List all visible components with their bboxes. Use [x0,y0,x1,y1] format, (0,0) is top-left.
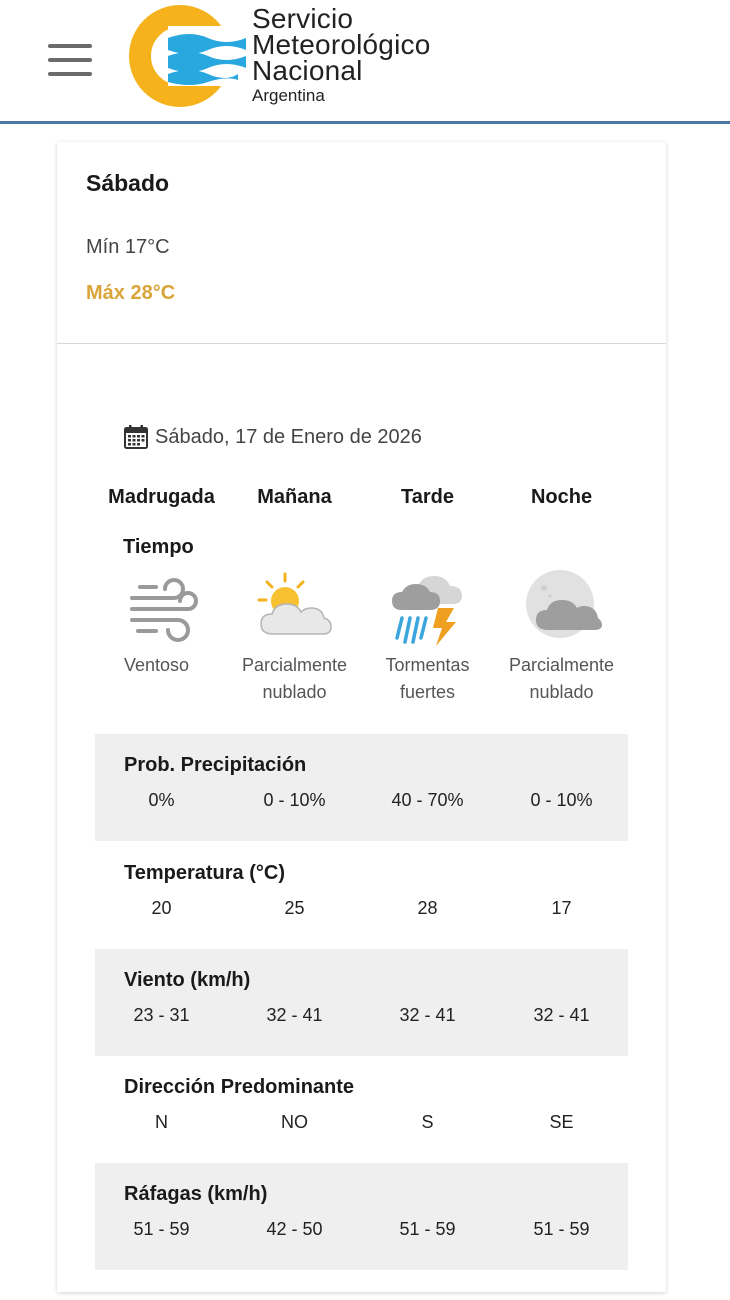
wind-label: Viento (km/h) [124,969,251,991]
weather-desc-line: Parcialmente [508,655,615,675]
precipitation-tarde: 40 - 70% [391,790,464,810]
max-temperature: Máx 28°C [86,282,176,304]
gusts-madrugada: 51 - 59 [133,1219,190,1239]
wind-direction-noche: SE [549,1112,574,1132]
precipitation-madrugada: 0% [148,790,175,810]
weather-desc-noche [495,652,628,706]
temperature-madrugada: 20 [151,898,172,918]
gusts-tarde: 51 - 59 [399,1219,456,1239]
wind-noche: 32 - 41 [533,1005,590,1025]
period-tarde: Tarde [401,486,454,508]
date-text: Sábado, 17 de Enero de 2026 [155,425,422,448]
wind-direction-tarde: S [421,1112,434,1132]
gusts-row [95,1163,628,1270]
gusts-manana: 42 - 50 [266,1219,323,1239]
temperature-noche: 17 [551,898,572,918]
wind-direction-manana: NO [281,1112,308,1132]
day-summary[interactable] [57,142,666,344]
min-temperature: Mín 17°C [86,236,170,258]
precipitation-row [95,734,628,841]
windy-icon [122,568,202,648]
temperature-manana: 25 [284,898,305,918]
day-title: Sábado [86,170,170,196]
weather-desc-tarde [361,652,494,706]
logo-line-2: Meteorológico [252,29,431,60]
weather-desc-line: Tormentas [385,655,470,675]
weather-desc-line: fuertes [399,682,456,702]
smn-logo[interactable] [128,4,468,108]
site-header [0,0,730,124]
weather-desc-line: nublado [262,682,327,702]
temperature-row [95,842,628,949]
logo-line-1: Servicio [252,3,354,34]
wind-tarde: 32 - 41 [399,1005,456,1025]
menu-icon[interactable] [48,44,92,76]
partly-cloudy-night-icon [522,568,602,648]
smn-logo-mark [128,4,246,108]
weather-desc-line: Ventoso [123,655,190,675]
forecast-card [57,142,666,1292]
weather-desc-line: nublado [529,682,594,702]
wind-row [95,949,628,1056]
calendar-icon [123,424,149,450]
weather-descriptions [95,652,629,708]
period-noche: Noche [530,486,593,508]
weather-icons [95,568,629,648]
weather-desc-line: Parcialmente [241,655,348,675]
weather-desc-manana [228,652,361,706]
period-madrugada: Madrugada [108,486,215,508]
precipitation-manana: 0 - 10% [263,790,326,810]
temperature-label: Temperatura (°C) [124,862,285,884]
wind-direction-madrugada: N [155,1112,168,1132]
weather-label: Tiempo [123,536,194,558]
partly-cloudy-day-icon [255,568,335,648]
precipitation-label: Prob. Precipitación [124,754,307,776]
logo-country: Argentina [252,86,325,105]
period-headers [95,486,629,514]
wind-direction-label: Dirección Predominante [124,1076,355,1098]
precipitation-noche: 0 - 10% [530,790,593,810]
smn-logo-text [252,3,431,106]
thunderstorm-icon [388,568,468,648]
wind-manana: 32 - 41 [266,1005,323,1025]
period-manana: Mañana [257,486,332,508]
wind-direction-row [95,1056,628,1163]
gusts-label: Ráfagas (km/h) [124,1183,268,1205]
temperature-tarde: 28 [417,898,438,918]
forecast-date [123,422,422,452]
logo-line-3: Nacional [252,55,363,86]
weather-desc-madrugada [90,652,223,679]
wind-madrugada: 23 - 31 [133,1005,190,1025]
gusts-noche: 51 - 59 [533,1219,590,1239]
